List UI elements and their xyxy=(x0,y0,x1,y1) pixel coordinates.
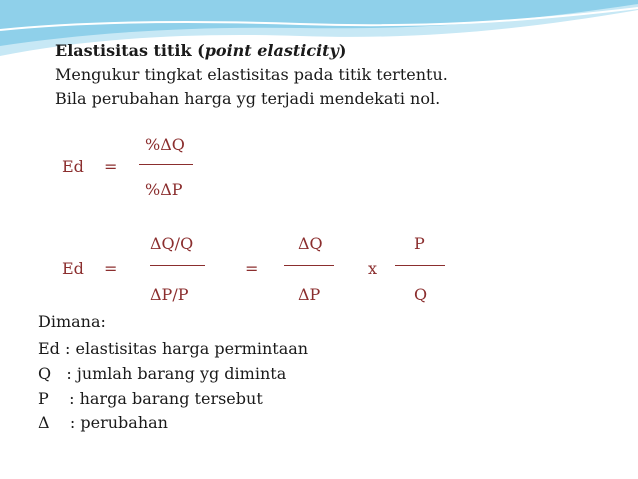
legend-header: Dimana: xyxy=(38,312,106,331)
legend-item: Ed : elastisitas harga permintaan xyxy=(38,339,309,358)
formula1-fraction-bar xyxy=(139,164,193,165)
legend-item: Q : jumlah barang yg diminta xyxy=(38,364,287,383)
formula2-times: x xyxy=(368,259,378,278)
formula2-fraction3-bar xyxy=(395,265,445,266)
description-line-1: Mengukur tingkat elastisitas pada titik tertentu. xyxy=(55,65,448,84)
formula1-denominator: %ΔP xyxy=(145,180,183,199)
formula2-fraction1-numerator: ΔQ/Q xyxy=(150,234,194,253)
formula2-equals-2: = xyxy=(245,259,259,278)
formula1-numerator: %ΔQ xyxy=(145,135,185,154)
formula2-lhs: Ed xyxy=(62,259,84,278)
formula2-fraction2-bar xyxy=(284,265,334,266)
formula1-equals: = xyxy=(104,157,118,176)
formula2-fraction2-numerator: ΔQ xyxy=(298,234,323,253)
legend-item: P : harga barang tersebut xyxy=(38,389,263,408)
formula2-fraction2-denominator: ΔP xyxy=(298,285,321,304)
slide-title: Elastisitas titik (point elasticity) xyxy=(55,41,347,60)
formula2-fraction3-numerator: P xyxy=(414,234,425,253)
formula2-fraction1-denominator: ΔP/P xyxy=(150,285,189,304)
formula2-fraction1-bar xyxy=(150,265,205,266)
formula1-lhs: Ed xyxy=(62,157,84,176)
description-line-2: Bila perubahan harga yg terjadi mendekati nol. xyxy=(55,89,441,108)
legend-item: Δ : perubahan xyxy=(38,413,168,432)
formula2-fraction3-denominator: Q xyxy=(414,285,428,304)
formula2-equals-1: = xyxy=(104,259,118,278)
